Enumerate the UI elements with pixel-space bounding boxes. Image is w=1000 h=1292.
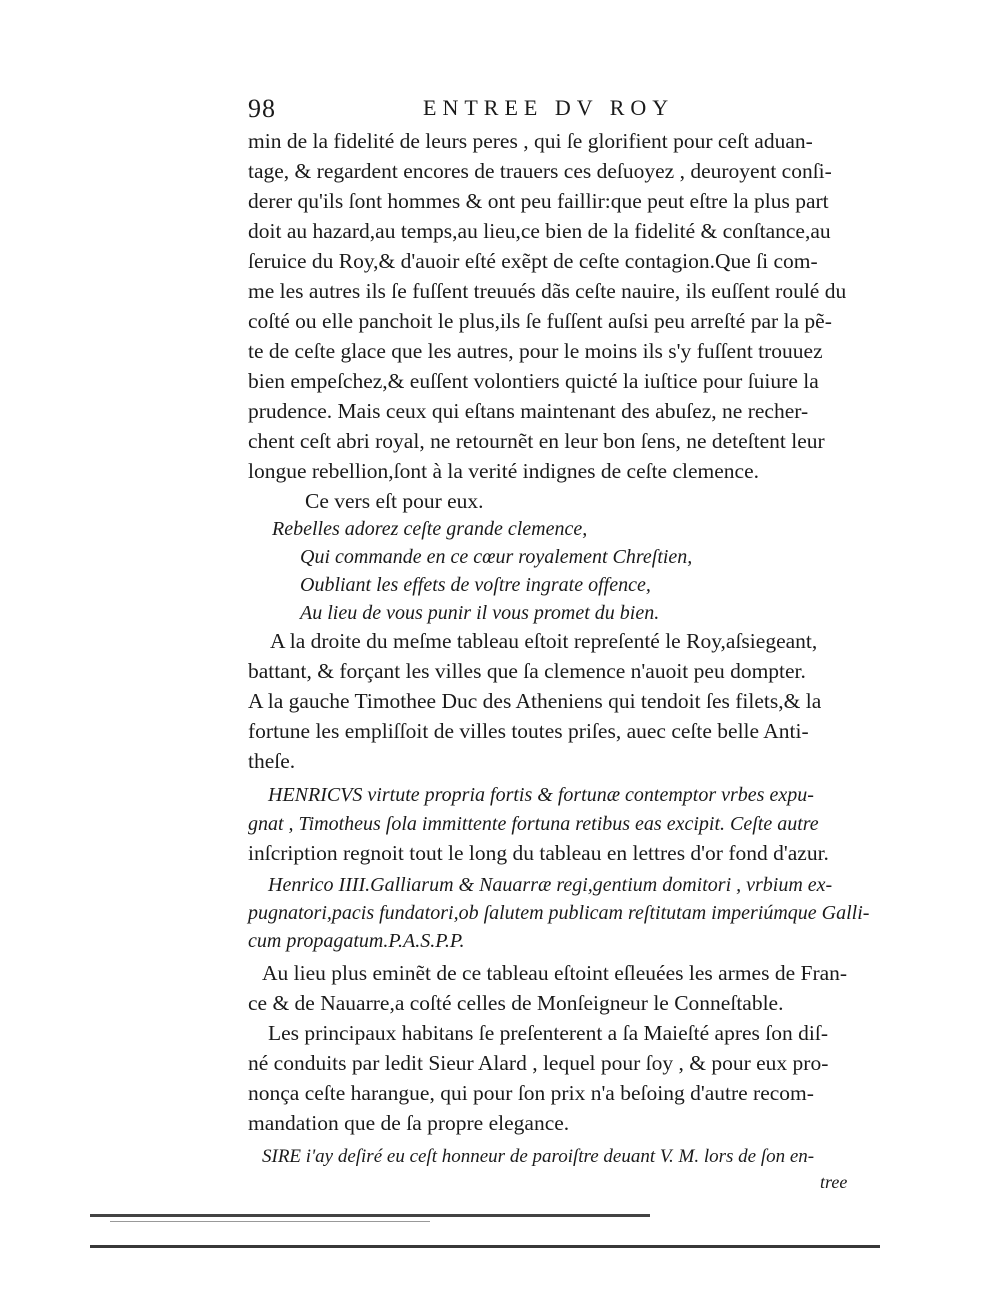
- text-line: prudence. Mais ceux qui eſtans maintenant des abuſez, ne recher-: [248, 399, 809, 423]
- text-line: doit au hazard,au temps,au lieu,ce bien de la fidelité & conſtance,au: [248, 219, 831, 243]
- page-header: [248, 94, 888, 124]
- text-line: theſe.: [248, 749, 296, 773]
- inscription-line: cum propagatum.P.A.S.P.P.: [248, 930, 465, 952]
- inscription-line: HENRICVS virtute propria fortis & fortunæ contemptor vrbes expu-: [268, 784, 814, 806]
- text-line: A la gauche Timothee Duc des Atheniens qui tendoit ſes filets,& la: [248, 689, 822, 713]
- page-number: 98: [248, 94, 276, 123]
- text-line: battant, & forçant les villes que ſa clemence n'auoit peu dompter.: [248, 659, 806, 683]
- text-line: te de ceſte glace que les autres, pour le moins ils s'y fuſſent trouuez: [248, 339, 823, 363]
- text-line: nonça ceſte harangue, qui pour ſon prix n'a beſoing d'autre recom-: [248, 1081, 814, 1105]
- scan-smudge: [110, 1221, 430, 1222]
- running-title: ENTREE DV ROY: [423, 95, 675, 120]
- inscription-line: pugnatori,pacis fundatori,ob ſalutem publicam reſtitutam imperiúmque Galli-: [248, 902, 870, 924]
- text-line: bien empeſchez,& euſſent volontiers quicté la iuſtice pour ſuiure la: [248, 369, 819, 393]
- text-line: Les principaux habitans ſe preſenterent a ſa Maieſté apres ſon diſ-: [268, 1021, 828, 1045]
- text-line: inſcription regnoit tout le long du tableau en lettres d'or fond d'azur.: [248, 841, 829, 865]
- text-line: fortune les empliſſoit de villes toutes priſes, auec ceſte belle Anti-: [248, 719, 809, 743]
- text-line: né conduits par ledit Sieur Alard , lequel pour ſoy , & pour eux pro-: [248, 1051, 829, 1075]
- verse-line: Qui commande en ce cœur royalement Chreſtien,: [300, 546, 693, 568]
- text-line: ce & de Nauarre,a coſté celles de Monſeigneur le Conneſtable.: [248, 991, 784, 1015]
- speech-line: SIRE i'ay deſiré eu ceſt honneur de paroiſtre deuant V. M. lors de ſon en-: [262, 1146, 815, 1167]
- text-line: chent ceſt abri royal, ne retournẽt en leur bon ſens, ne deteſtent leur: [248, 429, 825, 453]
- text-line: tage, & regardent encores de trauers ces deſuoyez , deuroyent conſi-: [248, 159, 832, 183]
- text-line: derer qu'ils ſont hommes & ont peu faillir:que peut eſtre la plus part: [248, 189, 829, 213]
- text-line: coſté ou elle panchoit le plus,ils ſe fuſſent auſsi peu arreſté par la pẽ-: [248, 309, 832, 333]
- scan-edge-line: [90, 1245, 880, 1248]
- text-line: mandation que de ſa propre elegance.: [248, 1111, 570, 1135]
- scan-edge-line: [90, 1214, 650, 1217]
- text-line: Ce vers eſt pour eux.: [305, 489, 484, 513]
- text-line: A la droite du meſme tableau eſtoit repreſenté le Roy,aſsiegeant,: [270, 629, 818, 653]
- text-line: me les autres ils ſe fuſſent treuués dãs ceſte nauire, ils euſſent roulé du: [248, 279, 847, 303]
- inscription-line: Henrico IIII.Galliarum & Nauarræ regi,gentium domitori , vrbium ex-: [268, 874, 833, 896]
- text-line: longue rebellion,ſont à la verité indignes de ceſte clemence.: [248, 459, 760, 483]
- text-line: min de la fidelité de leurs peres , qui ſe glorifient pour ceſt aduan-: [248, 129, 813, 153]
- verse-line: Oubliant les effets de voſtre ingrate offence,: [300, 574, 651, 596]
- text-line: Au lieu plus eminẽt de ce tableau eſtoint eſleuées les armes de Fran-: [262, 961, 848, 985]
- verse-line: Au lieu de vous punir il vous promet du bien.: [300, 602, 660, 624]
- verse-line: Rebelles adorez ceſte grande clemence,: [272, 518, 588, 540]
- inscription-line: gnat , Timotheus ſola immittente fortuna retibus eas excipit. Ceſte autre: [248, 813, 819, 835]
- catchword: tree: [820, 1172, 848, 1192]
- text-line: ſeruice du Roy,& d'auoir eſté exẽpt de ceſte contagion.Que ſi com-: [248, 249, 818, 273]
